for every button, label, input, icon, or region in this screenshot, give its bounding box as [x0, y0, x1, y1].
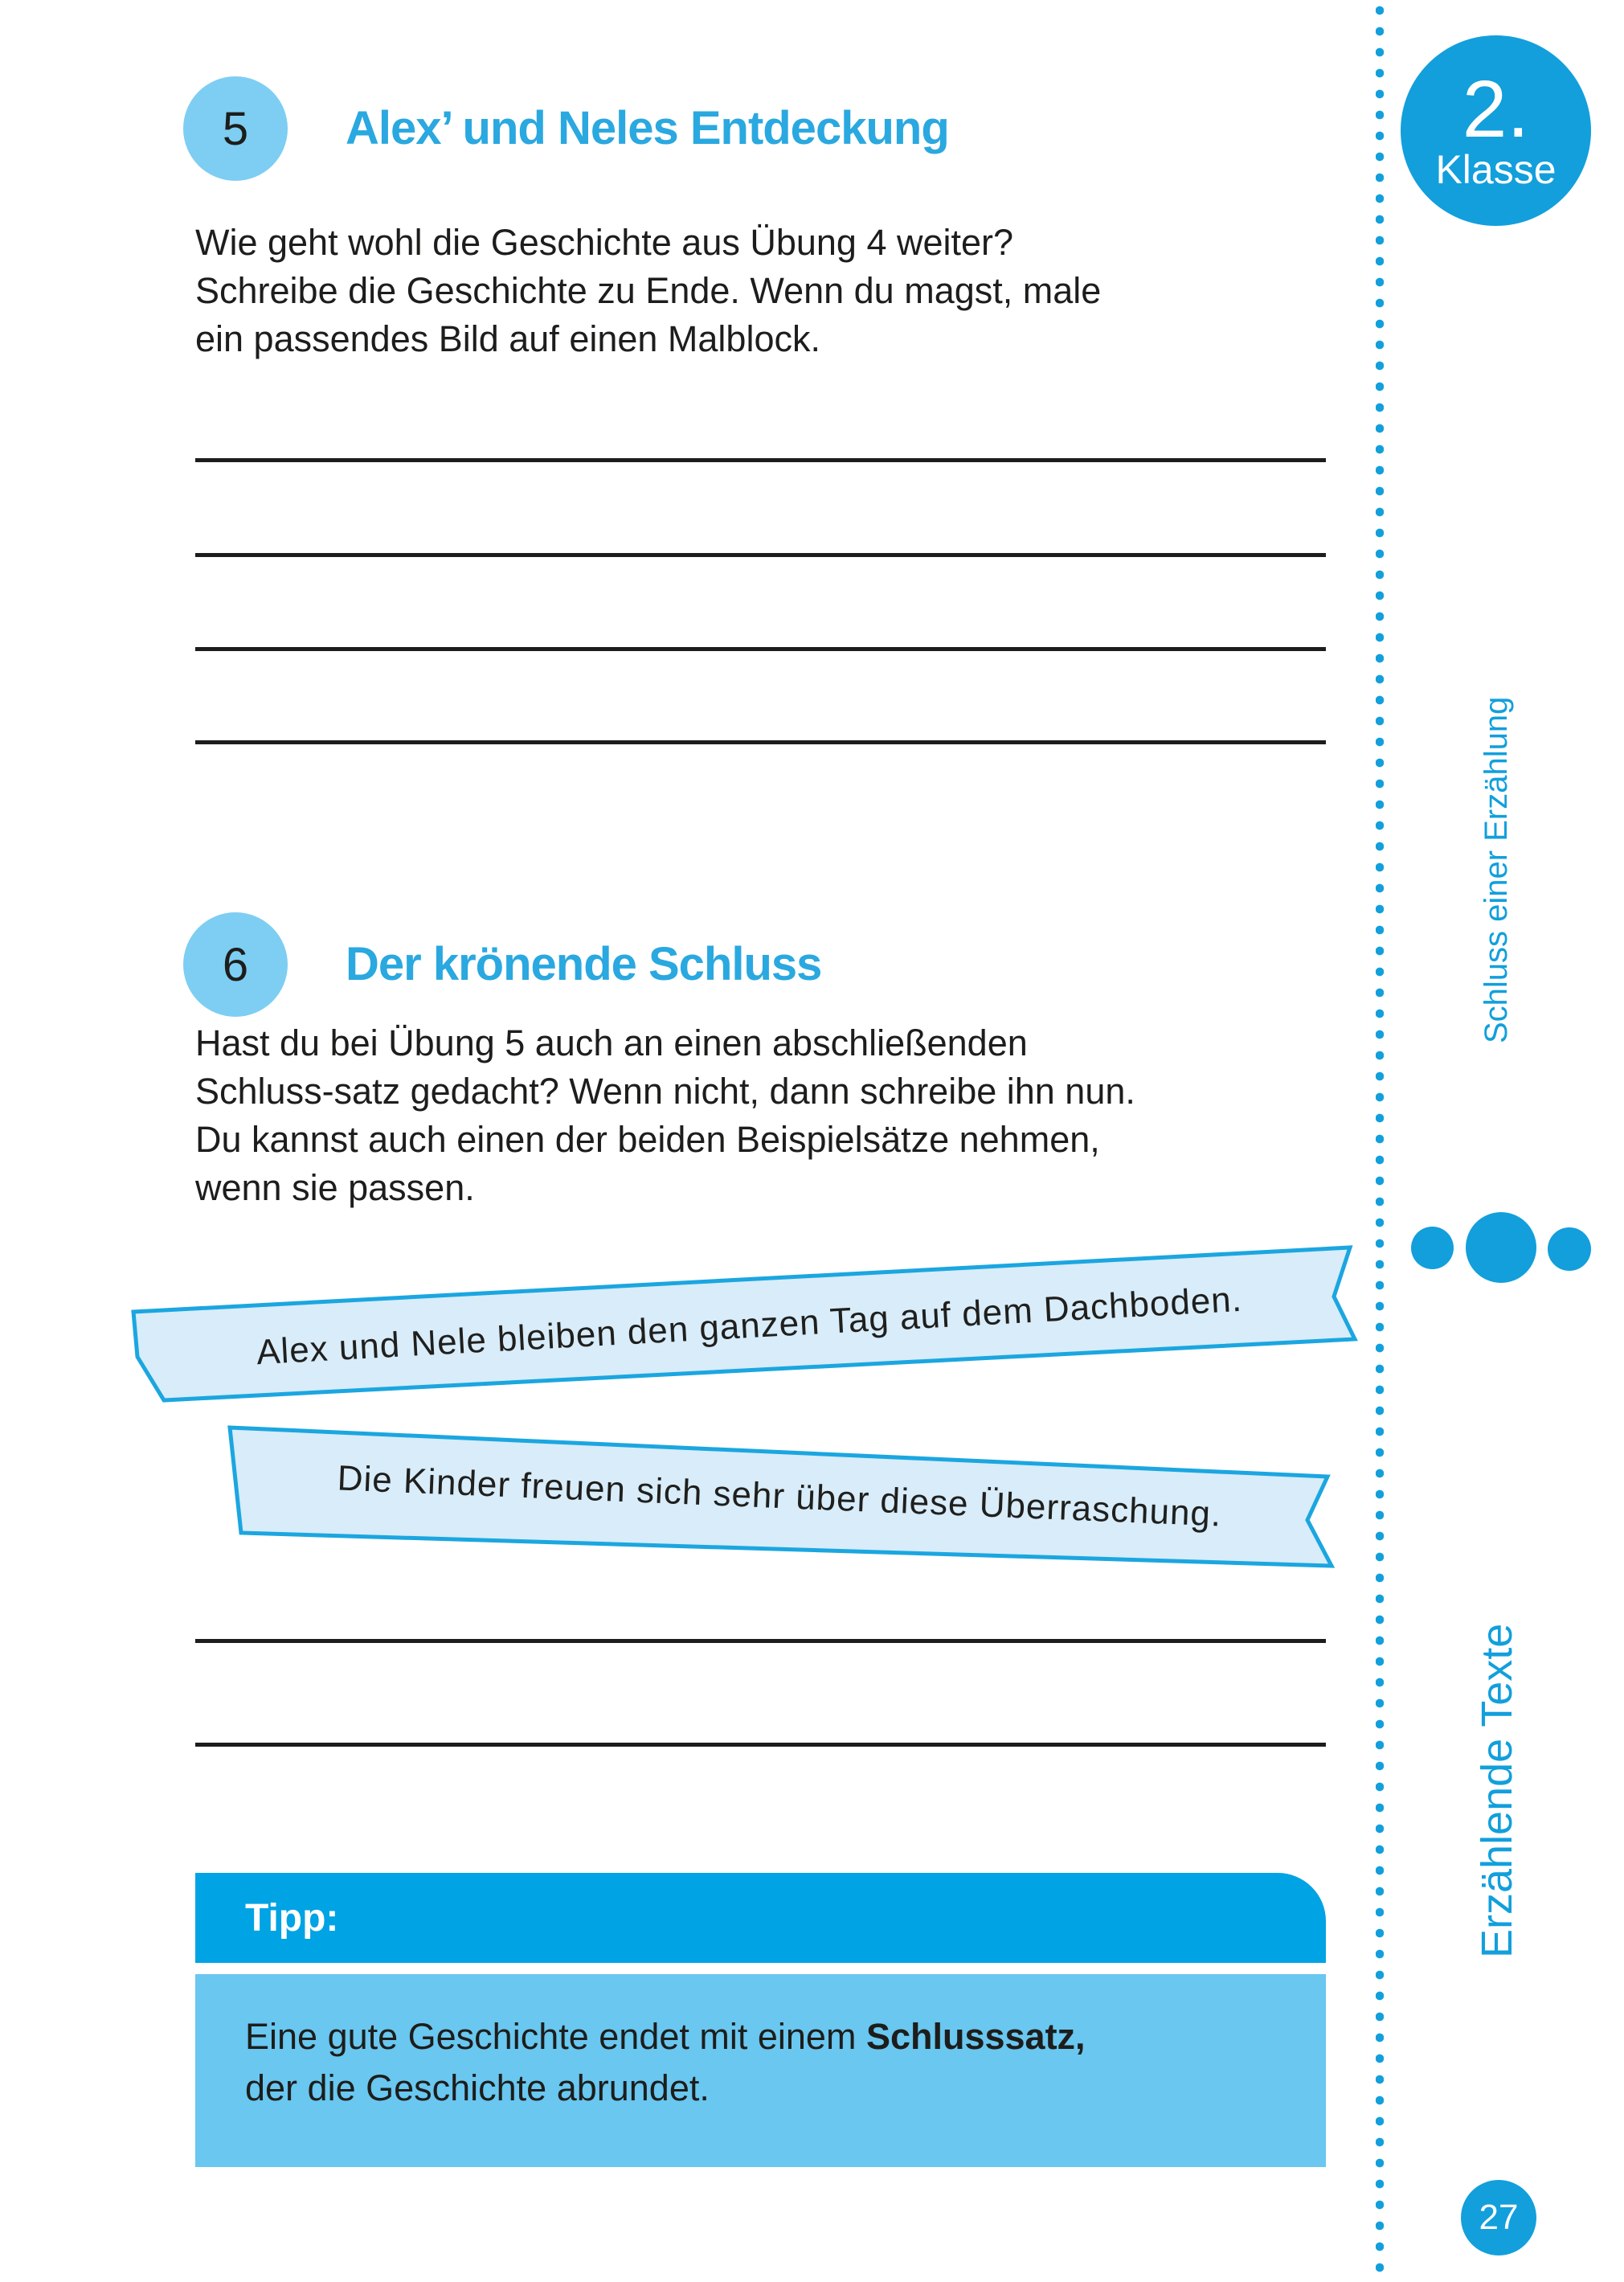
tip-text — [245, 2011, 1326, 2114]
writing-line — [195, 1743, 1326, 1747]
instruction-line: ein passendes Bild auf einen Malblock. — [195, 318, 820, 359]
decoration-dot-large — [1466, 1212, 1536, 1283]
writing-line — [195, 1639, 1326, 1643]
decoration-dot-small — [1411, 1227, 1454, 1269]
grade-number: 2. — [1462, 64, 1530, 154]
instruction-line: Du kannst auch einen der beiden Beispielsätze nehmen, — [195, 1119, 1100, 1160]
example-sentence-2: Die Kinder freuen sich sehr über diese Überraschung. — [336, 1458, 1223, 1534]
instruction-line: Schreibe die Geschichte zu Ende. Wenn du magst, male — [195, 270, 1102, 311]
grade-label: Klasse — [1435, 146, 1557, 192]
dotted-divider — [1376, 0, 1384, 2282]
tip-body — [195, 1974, 1326, 2167]
page-number: 27 — [1479, 2198, 1519, 2237]
tip-text-line1: Eine gute Geschichte endet mit einem — [245, 2016, 866, 2057]
exercise-6-title: Der krönende Schluss — [346, 938, 822, 990]
sidebar-section-label: Schluss einer Erzählung — [1479, 696, 1514, 1044]
instruction-line: Hast du bei Übung 5 auch an einen abschließenden — [195, 1022, 1028, 1063]
instruction-line: Wie geht wohl die Geschichte aus Übung 4 weiter? — [195, 222, 1014, 263]
instruction-line: wenn sie passen. — [195, 1167, 475, 1208]
example-sentence-1: Alex und Nele bleiben den ganzen Tag auf dem Dachboden. — [255, 1279, 1244, 1372]
exercise-5-number: 5 — [222, 102, 249, 155]
exercise-5-title: Alex’ und Neles Entdeckung — [346, 102, 949, 154]
exercise-6-number: 6 — [222, 938, 249, 991]
grade-badge — [1401, 35, 1591, 226]
tip-text-line2: der die Geschichte abrundet. — [245, 2067, 710, 2108]
instruction-line: Schluss-satz gedacht? Wenn nicht, dann schreibe ihn nun. — [195, 1071, 1135, 1112]
sidebar-chapter-label: Erzählende Texte — [1473, 1623, 1521, 1958]
tip-keyword: Schlusssatz, — [865, 2016, 1086, 2057]
tip-header — [195, 1873, 1326, 1963]
decoration-dot-small — [1548, 1227, 1591, 1271]
page-number-badge — [1461, 2180, 1536, 2255]
tip-label: Tipp: — [245, 1896, 339, 1940]
